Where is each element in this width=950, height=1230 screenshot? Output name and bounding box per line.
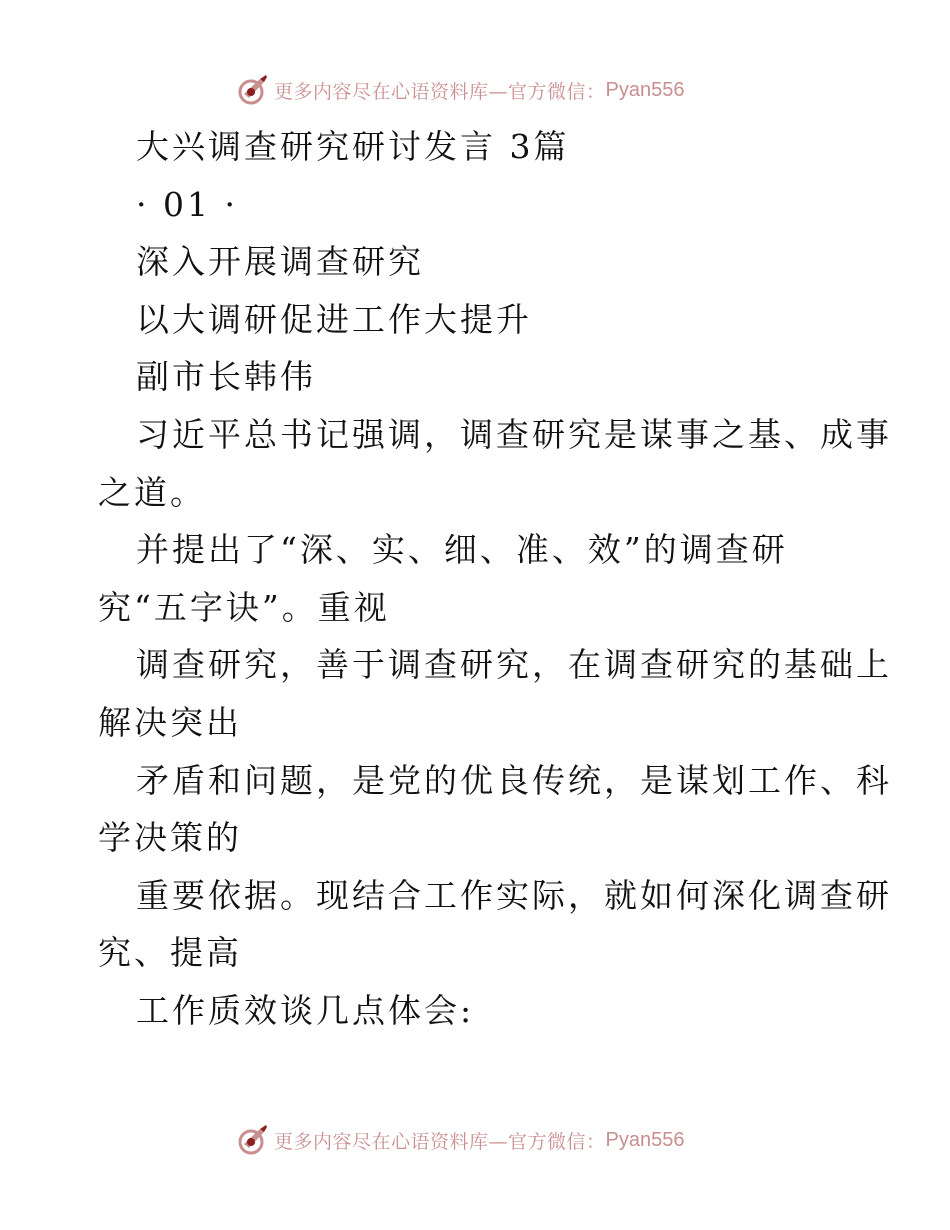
text-line: 习近平总书记强调，调查研究是谋事之基、成事 [136, 414, 892, 454]
document-body [98, 118, 892, 1040]
watermark-text: 更多内容尽在心语资料库—官方微信： [274, 80, 606, 103]
text-line: 工作质效谈几点体会: [136, 990, 475, 1030]
text-line: 调查研究，善于调查研究，在调查研究的基础上 [136, 645, 892, 685]
text-line: 并提出了“深、实、细、准、效”的调查研 [136, 530, 788, 570]
text-line: 大兴调查研究研讨发言 3篇 [136, 127, 570, 166]
text-line: 之道。 [98, 472, 206, 512]
text-line: 重要依据。现结合工作实际，就如何深化调查研 [136, 875, 892, 915]
text-line: 深入开展调查研究 [136, 242, 424, 282]
text-line: · 01 · [136, 184, 238, 224]
watermark-text: 更多内容尽在心语资料库—官方微信： [274, 1130, 606, 1153]
watermark-id: Pyan556 [605, 1128, 685, 1151]
pen-logo-icon [236, 73, 270, 107]
text-line: 矛盾和问题，是党的优良传统，是谋划工作、科 [136, 760, 892, 800]
text-line: 副市长韩伟 [136, 357, 316, 397]
text-line: 以大调研促进工作大提升 [136, 299, 532, 339]
pen-logo-icon [236, 1123, 270, 1157]
text-line: 解决突出 [98, 702, 242, 742]
text-line: 究、提高 [98, 933, 242, 973]
text-line: 学决策的 [98, 818, 242, 858]
footer-watermark [236, 1123, 684, 1157]
text-line: 究“五字诀”。重视 [98, 587, 390, 627]
watermark-id: Pyan556 [605, 78, 685, 101]
header-watermark [236, 73, 684, 107]
